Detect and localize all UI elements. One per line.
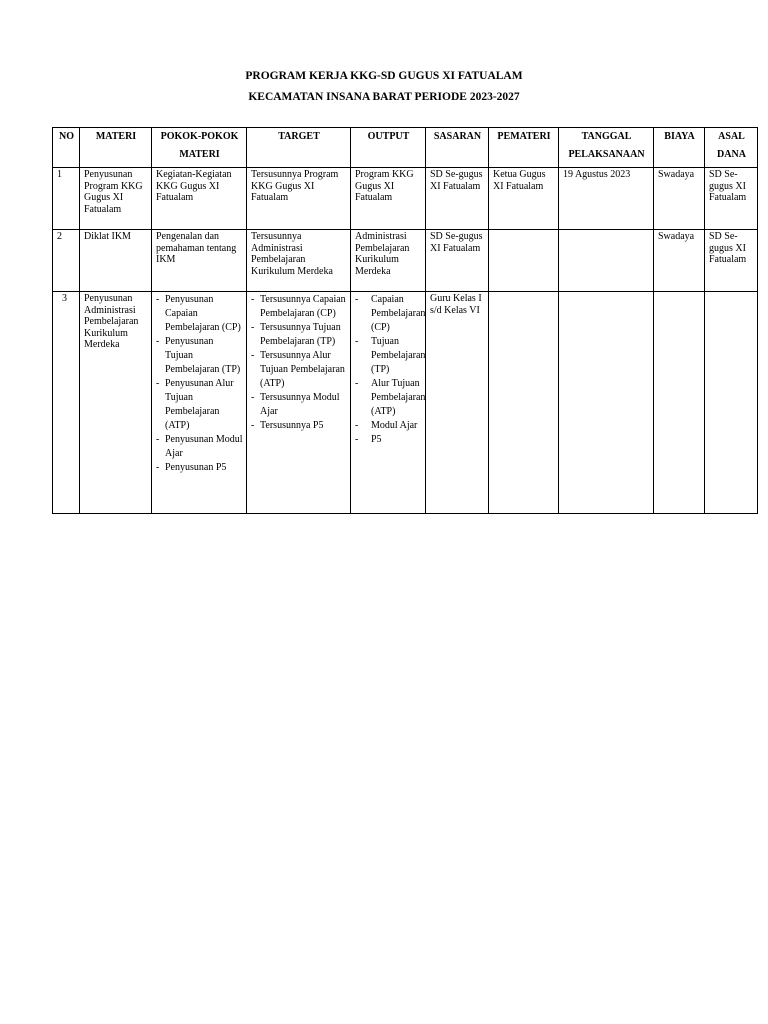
cell-materi: Diklat IKM xyxy=(80,230,152,292)
list-item: - Penyusunan P5 xyxy=(156,461,243,475)
list-item: - Tersusunnya Tujuan Pembelajaran (TP) xyxy=(251,321,347,349)
cell-no: 2 xyxy=(53,230,80,292)
header-biaya: BIAYA xyxy=(654,128,705,168)
list-item: - Alur Tujuan Pembelajaran (ATP) xyxy=(355,377,422,419)
cell-tanggal xyxy=(559,292,654,514)
list-item: - Penyusunan Modul Ajar xyxy=(156,433,243,461)
cell-no: 1 xyxy=(53,168,80,230)
header-tanggal-pelaksanaan: TANGGAL PELAKSANAAN xyxy=(559,128,654,168)
title-line-1: PROGRAM KERJA KKG-SD GUGUS XI FATUALAM xyxy=(245,70,523,82)
cell-sasaran: Guru Kelas I s/d Kelas VI xyxy=(426,292,489,514)
list-item: - Penyusunan Alur Tujuan Pembelajaran (ATP) xyxy=(156,377,243,433)
cell-pemateri: Ketua Gugus XI Fatualam xyxy=(489,168,559,230)
cell-output: Program KKG Gugus XI Fatualam xyxy=(351,168,426,230)
cell-pemateri xyxy=(489,292,559,514)
header-materi: MATERI xyxy=(80,128,152,168)
cell-output xyxy=(351,292,426,514)
output-list xyxy=(355,293,426,447)
cell-target: Tersusunnya Program KKG Gugus XI Fatualam xyxy=(247,168,351,230)
list-item: - Tujuan Pembelajaran (TP) xyxy=(355,335,422,377)
cell-tanggal xyxy=(559,230,654,292)
header-no: NO xyxy=(53,128,80,168)
cell-no: 3 xyxy=(53,292,80,514)
list-item: - Penyusunan Capaian Pembelajaran (CP) xyxy=(156,293,243,335)
cell-materi: Penyusunan Administrasi Pembelajaran Kurikulum Merdeka xyxy=(80,292,152,514)
cell-sasaran: SD Se-gugus XI Fatualam xyxy=(426,168,489,230)
header-pokok-pokok-materi: POKOK-POKOK MATERI xyxy=(152,128,247,168)
pokok-list xyxy=(156,293,243,475)
list-item: - Capaian Pembelajaran (CP) xyxy=(355,293,422,335)
cell-biaya: Swadaya xyxy=(654,230,705,292)
document-title xyxy=(0,66,768,108)
cell-asal-dana xyxy=(705,292,758,514)
cell-tanggal: 19 Agustus 2023 xyxy=(559,168,654,230)
header-asal-dana: ASAL DANA xyxy=(705,128,758,168)
list-item: - Tersusunnya Capaian Pembelajaran (CP) xyxy=(251,293,347,321)
cell-biaya xyxy=(654,292,705,514)
header-target: TARGET xyxy=(247,128,351,168)
cell-biaya: Swadaya xyxy=(654,168,705,230)
cell-materi: Penyusunan Program KKG Gugus XI Fatualam xyxy=(80,168,152,230)
program-table xyxy=(52,127,758,514)
list-item: - Tersusunnya P5 xyxy=(251,419,347,433)
cell-target xyxy=(247,292,351,514)
list-item: - Tersusunnya Modul Ajar xyxy=(251,391,347,419)
cell-pemateri xyxy=(489,230,559,292)
cell-pokok: Kegiatan-Kegiatan KKG Gugus XI Fatualam xyxy=(152,168,247,230)
cell-pokok xyxy=(152,292,247,514)
list-item: - P5 xyxy=(355,433,422,447)
header-pemateri: PEMATERI xyxy=(489,128,559,168)
cell-pokok: Pengenalan dan pemahaman tentang IKM xyxy=(152,230,247,292)
list-item: - Tersusunnya Alur Tujuan Pembelajaran (ATP) xyxy=(251,349,347,391)
table-row xyxy=(53,168,758,230)
cell-target: Tersusunnya Administrasi Pembelajaran Kurikulum Merdeka xyxy=(247,230,351,292)
cell-output: Administrasi Pembelajaran Kurikulum Merdeka xyxy=(351,230,426,292)
table-row xyxy=(53,230,758,292)
target-list xyxy=(251,293,347,433)
cell-asal-dana: SD Se-gugus XI Fatualam xyxy=(705,230,758,292)
header-output: OUTPUT xyxy=(351,128,426,168)
list-item: - Modul Ajar xyxy=(355,419,422,433)
cell-asal-dana: SD Se-gugus XI Fatualam xyxy=(705,168,758,230)
table-row xyxy=(53,292,758,514)
cell-sasaran: SD Se-gugus XI Fatualam xyxy=(426,230,489,292)
table-header-row xyxy=(53,128,758,168)
title-line-2: KECAMATAN INSANA BARAT PERIODE 2023-2027 xyxy=(248,91,520,103)
list-item: - Penyusunan Tujuan Pembelajaran (TP) xyxy=(156,335,243,377)
header-sasaran: SASARAN xyxy=(426,128,489,168)
